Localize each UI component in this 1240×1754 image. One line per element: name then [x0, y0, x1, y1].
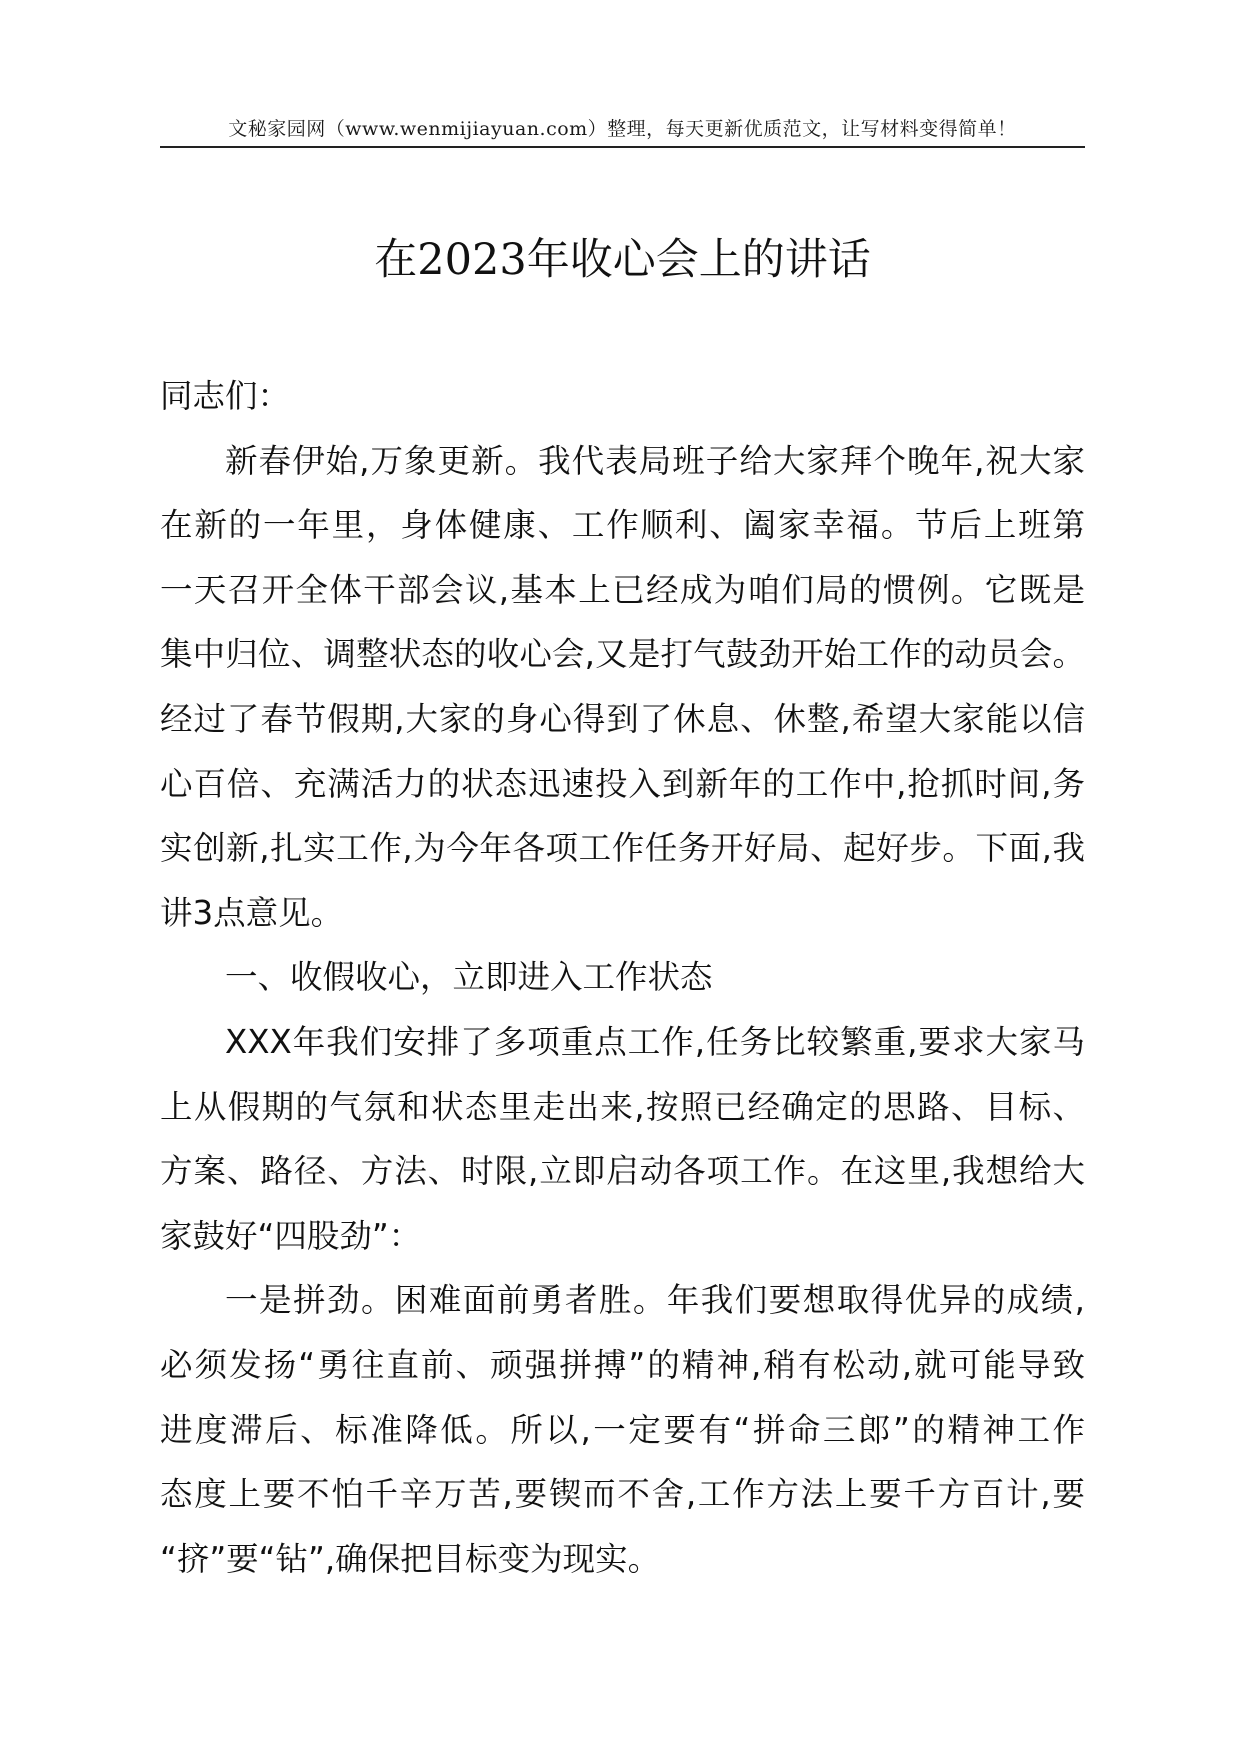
paragraph-line: 在新的一年里，身体健康、工作顺利、阖家幸福。节后上班第: [160, 506, 1085, 545]
page-header: 文秘家园网（www.wenmijiayuan.com）整理，每天更新优质范文，让写材料变得简单！: [228, 118, 1017, 140]
header-divider: [160, 146, 1085, 148]
paragraph-line: 经过了春节假期,大家的身心得到了休息、休整,希望大家能以信: [160, 699, 1085, 738]
paragraph-line: 心百倍、充满活力的状态迅速投入到新年的工作中,抢抓时间,务: [160, 764, 1085, 803]
paragraph-line: 讲3点意见。: [160, 893, 344, 932]
paragraph-line: 家鼓好“四股劲”：: [160, 1216, 422, 1255]
salutation: 同志们：: [160, 377, 291, 415]
paragraph-line: 一天召开全体干部会议,基本上已经成为咱们局的惯例。它既是: [160, 570, 1085, 609]
paragraph-line: 新春伊始,万象更新。我代表局班子给大家拜个晚年,祝大家: [225, 441, 1085, 480]
paragraph-line: 上从假期的气氛和状态里走出来,按照已经确定的思路、目标、: [160, 1087, 1085, 1126]
paragraph-line: 集中归位、调整状态的收心会,又是打气鼓劲开始工作的动员会。: [160, 635, 1085, 674]
paragraph-line: 进度滞后、标准降低。所以,一定要有“拼命三郎”的精神工作: [160, 1410, 1085, 1449]
paragraph-line: 态度上要不怕千辛万苦,要锲而不舍,工作方法上要千方百计,要: [160, 1475, 1085, 1514]
paragraph-line: 必须发扬“勇往直前、顽强拼搏”的精神,稍有松动,就可能导致: [160, 1345, 1085, 1384]
document-body: [160, 364, 1085, 1591]
paragraph-line: 实创新,扎实工作,为今年各项工作任务开好局、起好步。下面,我: [160, 829, 1085, 868]
paragraph-line: 方案、路径、方法、时限,立即启动各项工作。在这里,我想给大: [160, 1152, 1085, 1191]
paragraph-line: “挤”要“钻”,确保把目标变为现实。: [160, 1539, 661, 1578]
paragraph-line: 一是拼劲。困难面前勇者胜。年我们要想取得优异的成绩,: [225, 1281, 1085, 1320]
document-title: 在2023年收心会上的讲话: [374, 235, 871, 285]
section-heading: 一、收假收心，立即进入工作状态: [225, 958, 713, 997]
paragraph-line: XXX年我们安排了多项重点工作,任务比较繁重,要求大家马: [225, 1022, 1085, 1061]
